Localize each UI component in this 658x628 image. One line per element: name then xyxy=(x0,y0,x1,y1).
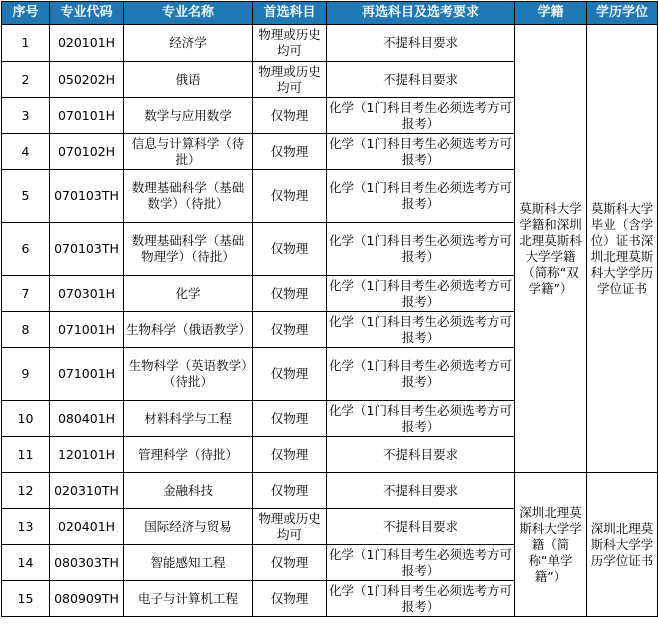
row-no: 8 xyxy=(2,312,50,348)
row-code: 070103TH xyxy=(50,223,124,276)
row-major-name: 化学 xyxy=(124,276,253,312)
row-major-name: 材料科学与工程 xyxy=(124,401,253,437)
row-first-subject: 仅物理 xyxy=(253,401,327,437)
row-second-subject: 化学（1门科目考生必须选考方可报考） xyxy=(327,312,515,348)
group-1-student-status: 莫斯科大学学籍和深圳北理莫斯科大学学籍（简称“双学籍”） xyxy=(515,25,587,473)
group-2-student-status: 深圳北理莫斯科大学学籍（简称“单学籍”） xyxy=(515,473,587,617)
row-code: 080401H xyxy=(50,401,124,437)
row-major-name: 电子与计算机工程 xyxy=(124,581,253,617)
table-row xyxy=(2,473,658,509)
row-no: 12 xyxy=(2,473,50,509)
row-no: 7 xyxy=(2,276,50,312)
row-first-subject: 仅物理 xyxy=(253,134,327,170)
row-code: 070103TH xyxy=(50,170,124,223)
row-second-subject: 不提科目要求 xyxy=(327,473,515,509)
header-second-subject: 再选科目及选考要求 xyxy=(327,2,515,25)
row-major-name: 生物科学（俄语教学） xyxy=(124,312,253,348)
header-name: 专业名称 xyxy=(124,2,253,25)
row-no: 9 xyxy=(2,348,50,401)
row-code: 070301H xyxy=(50,276,124,312)
row-second-subject: 化学（1门科目考生必须选考方可报考） xyxy=(327,348,515,401)
row-first-subject: 物理或历史均可 xyxy=(253,62,327,98)
row-code: 020310TH xyxy=(50,473,124,509)
row-first-subject: 仅物理 xyxy=(253,98,327,134)
row-second-subject: 不提科目要求 xyxy=(327,62,515,98)
row-first-subject: 仅物理 xyxy=(253,473,327,509)
header-first-subject: 首选科目 xyxy=(253,2,327,25)
row-code: 070101H xyxy=(50,98,124,134)
row-major-name: 数理基础科学（基础数学）（待批） xyxy=(124,170,253,223)
row-second-subject: 化学（1门科目考生必须选考方可报考） xyxy=(327,581,515,617)
table-row xyxy=(2,25,658,62)
row-major-name: 信息与计算科学（待批） xyxy=(124,134,253,170)
row-no: 15 xyxy=(2,581,50,617)
row-no: 10 xyxy=(2,401,50,437)
row-no: 14 xyxy=(2,545,50,581)
header-degree: 学历学位 xyxy=(587,2,658,25)
row-major-name: 金融科技 xyxy=(124,473,253,509)
row-first-subject: 仅物理 xyxy=(253,276,327,312)
row-first-subject: 物理或历史均可 xyxy=(253,25,327,62)
row-no: 4 xyxy=(2,134,50,170)
row-major-name: 数理基础科学（基础物理学）（待批） xyxy=(124,223,253,276)
row-second-subject: 化学（1门科目考生必须选考方可报考） xyxy=(327,170,515,223)
row-code: 080303TH xyxy=(50,545,124,581)
row-second-subject: 化学（1门科目考生必须选考方可报考） xyxy=(327,223,515,276)
row-second-subject: 不提科目要求 xyxy=(327,509,515,545)
row-code: 071001H xyxy=(50,348,124,401)
row-no: 11 xyxy=(2,437,50,473)
row-first-subject: 仅物理 xyxy=(253,581,327,617)
row-no: 2 xyxy=(2,62,50,98)
row-second-subject: 化学（1门科目考生必须选考方可报考） xyxy=(327,98,515,134)
row-major-name: 俄语 xyxy=(124,62,253,98)
row-second-subject: 化学（1门科目考生必须选考方可报考） xyxy=(327,401,515,437)
row-no: 3 xyxy=(2,98,50,134)
row-first-subject: 仅物理 xyxy=(253,170,327,223)
group-1-degree: 莫斯科大学毕业（含学位）证书深圳北理莫斯科大学学历学位证书 xyxy=(587,25,658,473)
group-2-degree: 深圳北理莫斯科大学学历学位证书 xyxy=(587,473,658,617)
row-no: 6 xyxy=(2,223,50,276)
header-no: 序号 xyxy=(2,2,50,25)
row-first-subject: 仅物理 xyxy=(253,348,327,401)
row-first-subject: 仅物理 xyxy=(253,312,327,348)
row-first-subject: 仅物理 xyxy=(253,223,327,276)
row-first-subject: 仅物理 xyxy=(253,545,327,581)
row-code: 071001H xyxy=(50,312,124,348)
row-second-subject: 化学（1门科目考生必须选考方可报考） xyxy=(327,276,515,312)
row-second-subject: 不提科目要求 xyxy=(327,437,515,473)
row-major-name: 生物科学（英语教学）（待批） xyxy=(124,348,253,401)
row-major-name: 智能感知工程 xyxy=(124,545,253,581)
row-second-subject: 不提科目要求 xyxy=(327,25,515,62)
row-major-name: 管理科学（待批） xyxy=(124,437,253,473)
row-code: 080909TH xyxy=(50,581,124,617)
row-code: 020401H xyxy=(50,509,124,545)
row-first-subject: 物理或历史均可 xyxy=(253,509,327,545)
row-no: 5 xyxy=(2,170,50,223)
majors-table xyxy=(1,1,658,617)
row-code: 050202H xyxy=(50,62,124,98)
row-code: 070102H xyxy=(50,134,124,170)
header-code: 专业代码 xyxy=(50,2,124,25)
row-second-subject: 化学（1门科目考生必须选考方可报考） xyxy=(327,134,515,170)
row-second-subject: 化学（1门科目考生必须选考方可报考） xyxy=(327,545,515,581)
row-code: 120101H xyxy=(50,437,124,473)
row-no: 1 xyxy=(2,25,50,62)
row-code: 020101H xyxy=(50,25,124,62)
row-first-subject: 仅物理 xyxy=(253,437,327,473)
row-major-name: 国际经济与贸易 xyxy=(124,509,253,545)
row-major-name: 数学与应用数学 xyxy=(124,98,253,134)
header-row xyxy=(2,2,658,25)
row-major-name: 经济学 xyxy=(124,25,253,62)
header-student-status: 学籍 xyxy=(515,2,587,25)
row-no: 13 xyxy=(2,509,50,545)
